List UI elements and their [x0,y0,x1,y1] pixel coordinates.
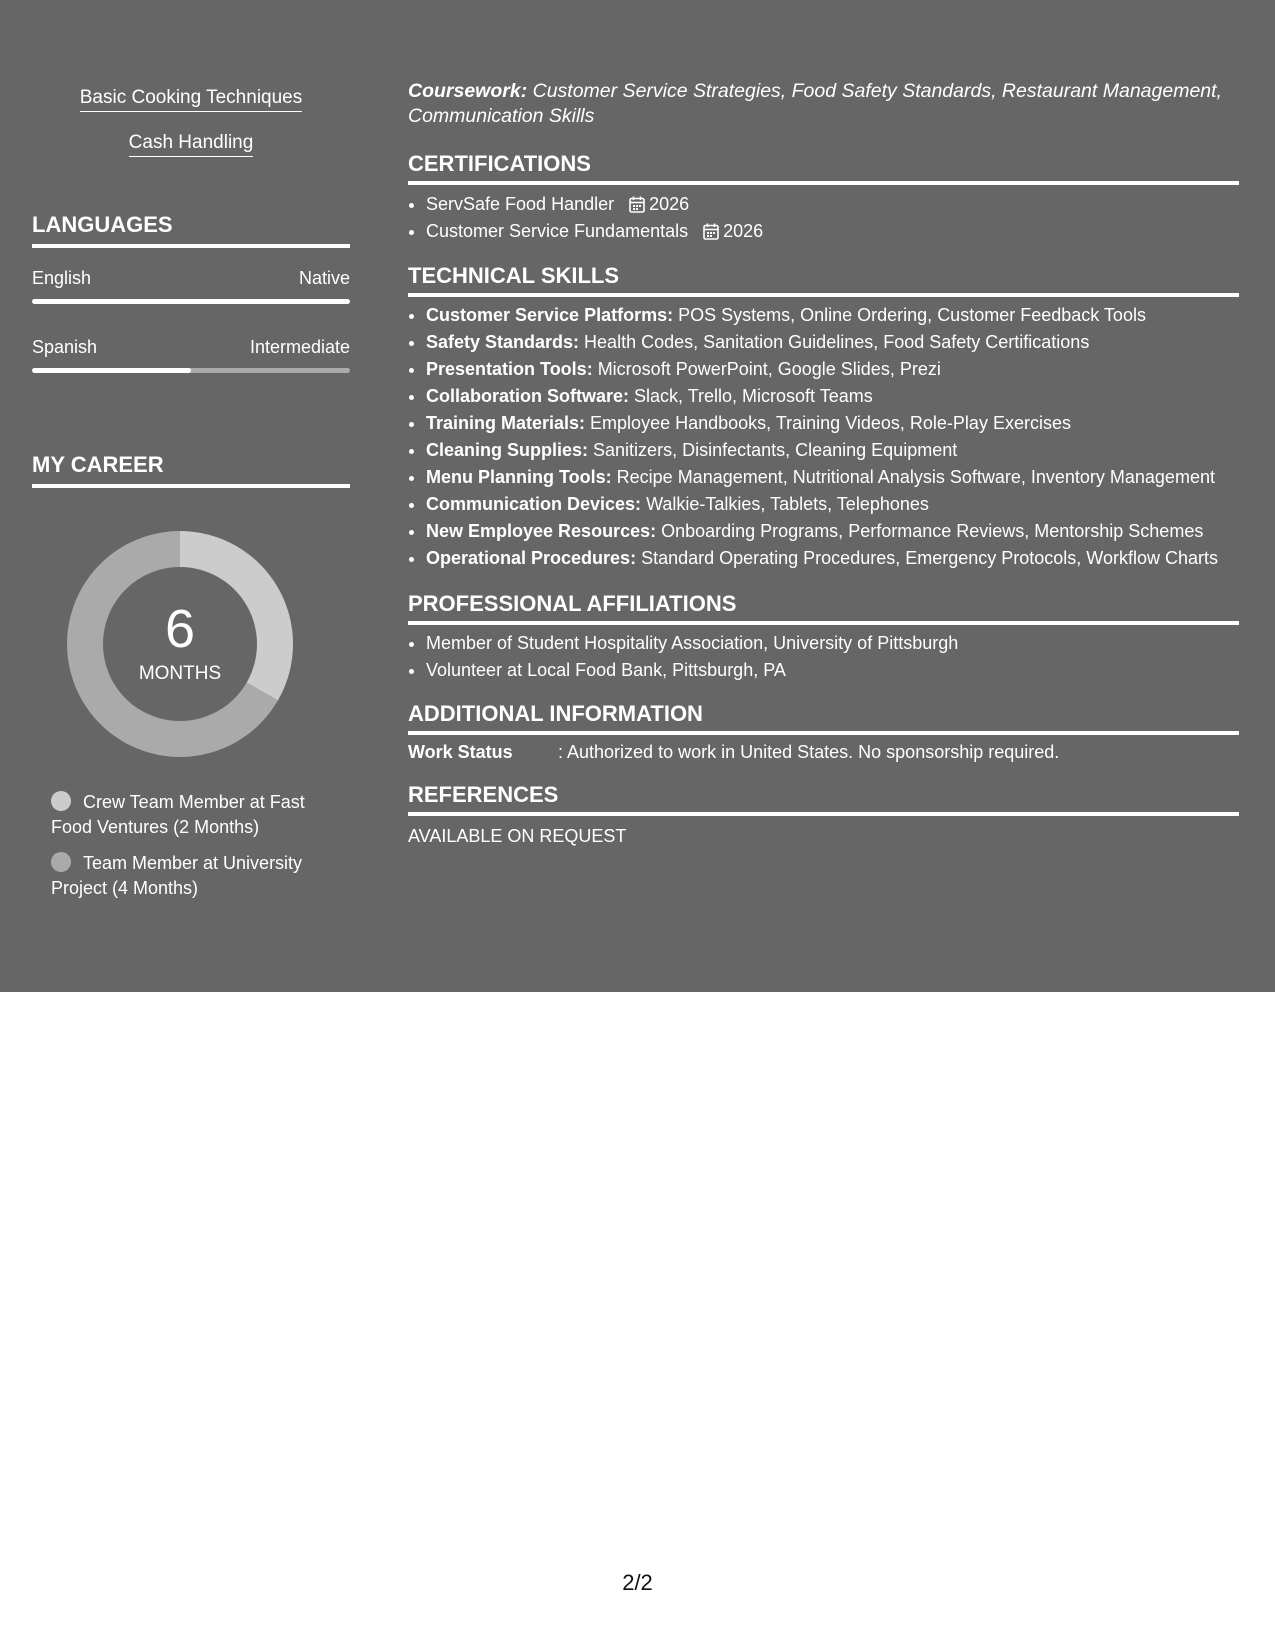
skill-category: New Employee Resources: [426,521,657,541]
certification-item [426,218,1257,245]
career-legend-dot [51,852,71,872]
certification-name: Customer Service Fundamentals [426,221,689,241]
technical-skill-item [426,545,1257,572]
technical-skill-item [426,329,1257,356]
skill-values: Standard Operating Procedures, Emergency Protocols, Workflow Charts [636,548,1218,568]
coursework-text: Customer Service Strategies, Food Safety Standards, Restaurant Management, Communication Skills [408,80,1222,127]
skill-category: Training Materials: [426,413,586,433]
skill-values: Employee Handbooks, Training Videos, Role-Play Exercises [585,413,1071,433]
career-item [51,790,326,840]
certifications-list [408,191,1257,245]
career-item-text: Crew Team Member at Fast Food Ventures (2 Months) [51,792,305,837]
coursework [408,79,1239,129]
certification-year: 2026 [649,194,690,214]
career-donut-chart [67,531,293,757]
work-status-row [408,742,1059,763]
certifications-heading: CERTIFICATIONS [408,151,1239,185]
skill-category: Menu Planning Tools: [426,467,612,487]
skill-values: Walkie-Talkies, Tablets, Telephones [641,494,929,514]
technical-skill-item [426,356,1257,383]
certification-year: 2026 [723,221,764,241]
skill-category: Communication Devices: [426,494,642,514]
work-status-label: Work Status [408,742,513,762]
skill-values: POS Systems, Online Ordering, Customer Feedback Tools [673,305,1146,325]
career-total-number: 6 [164,599,196,659]
technical-skill-item [426,464,1257,491]
skill-link[interactable]: Basic Cooking Techniques [32,87,350,112]
language-row [32,268,350,289]
language-proficiency-fill [32,299,350,304]
language-name: English [32,268,92,288]
skill-category: Safety Standards: [426,332,580,352]
career-total-unit: MONTHS [138,663,222,684]
skill-category: Operational Procedures: [426,548,637,568]
career-item [51,851,326,901]
references-heading: REFERENCES [408,782,1239,816]
skill-category: Cleaning Supplies: [426,440,589,460]
technical-skill-item [426,518,1257,545]
career-legend-dot [51,791,71,811]
references-text: AVAILABLE ON REQUEST [408,826,627,846]
skill-values: Slack, Trello, Microsoft Teams [629,386,873,406]
affiliation-item: • Volunteer at Local Food Bank, Pittsburgh, PA [426,657,1257,684]
skill-category: Collaboration Software: [426,386,630,406]
skill-values: Microsoft PowerPoint, Google Slides, Prezi [592,359,941,379]
skill-values: Sanitizers, Disinfectants, Cleaning Equipment [588,440,958,460]
affiliations-list [408,630,1257,684]
affiliations-heading: PROFESSIONAL AFFILIATIONS [408,591,1239,625]
skill-values: Health Codes, Sanitation Guidelines, Food Safety Certifications [579,332,1090,352]
coursework-label: Coursework: [408,80,528,102]
language-proficiency-bar [32,299,350,304]
calendar-icon [703,221,719,248]
technical-skill-item [426,491,1257,518]
technical-skill-item [426,302,1257,329]
language-level: Native [298,268,350,288]
page-number: 2/2 [622,1570,653,1595]
technical-skill-item [426,383,1257,410]
additional-info-heading: ADDITIONAL INFORMATION [408,701,1239,735]
certification-name: ServSafe Food Handler [426,194,615,214]
calendar-icon [629,194,645,221]
language-proficiency-bar [32,368,350,373]
skill-values: Recipe Management, Nutritional Analysis Software, Inventory Management [611,467,1215,487]
language-row [32,337,350,358]
technical-skill-item [426,410,1257,437]
skill-values: Onboarding Programs, Performance Reviews, Mentorship Schemes [656,521,1204,541]
career-heading: MY CAREER [32,452,350,488]
skill-category: Presentation Tools: [426,359,593,379]
technical-skills-list [408,302,1257,572]
skill-category: Customer Service Platforms: [426,305,674,325]
language-proficiency-fill [32,368,191,373]
skill-link[interactable]: Cash Handling [32,132,350,157]
technical-skills-heading: TECHNICAL SKILLS [408,263,1239,297]
languages-heading: LANGUAGES [32,212,350,248]
language-name: Spanish [32,337,98,357]
affiliation-item: • Member of Student Hospitality Association, University of Pittsburgh [426,630,1257,657]
technical-skill-item [426,437,1257,464]
language-level: Intermediate [249,337,350,357]
certification-item [426,191,1257,218]
career-item-text: Team Member at University Project (4 Months) [51,853,303,898]
work-status-value: : Authorized to work in United States. No sponsorship required. [558,742,1060,762]
